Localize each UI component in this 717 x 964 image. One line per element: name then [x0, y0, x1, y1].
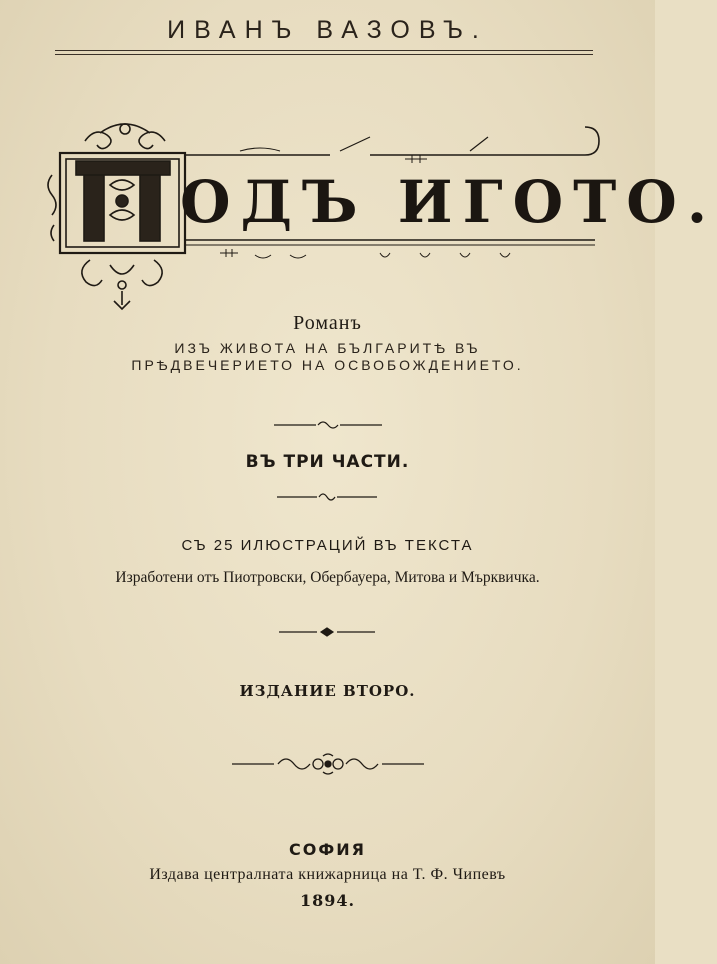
- parts-label: ВЪ ТРИ ЧАСТИ.: [245, 452, 410, 472]
- subtitle-description: ИЗЪ ЖИВОТА НА БЪЛГАРИТѢ ВЪ ПРѢДВЕЧЕРИЕТО НА ОСВОБОЖДЕНИЕТО.: [131, 340, 524, 373]
- illustrations-artists: Изработени отъ Пиотровски, Обербауера, Митова и Мърквичка.: [115, 569, 540, 586]
- genre-label: Романъ: [293, 312, 362, 334]
- book-title: ОДЪ ИГОТО.: [180, 168, 717, 236]
- divider-ornament-icon: [277, 625, 377, 639]
- imprint-city: СОФИЯ: [289, 840, 366, 859]
- author-name: ИВАНЪ ВАЗОВЪ.: [167, 16, 488, 44]
- imprint-publisher: Издава централната книжарница на Т. Ф. Чипевъ: [149, 866, 506, 883]
- edition-label: ИЗДАНИЕ ВТОРО.: [239, 682, 416, 700]
- illustrations-count: СЪ 25 ИЛЮСТРАЦИЙ ВЪ ТЕКСТА: [181, 537, 474, 554]
- flourish-ornament-icon: [230, 752, 426, 776]
- divider-ornament-icon: [272, 418, 384, 432]
- header-double-rule: [55, 50, 593, 55]
- imprint-year: 1894.: [299, 891, 356, 910]
- divider-ornament-icon: [275, 490, 379, 504]
